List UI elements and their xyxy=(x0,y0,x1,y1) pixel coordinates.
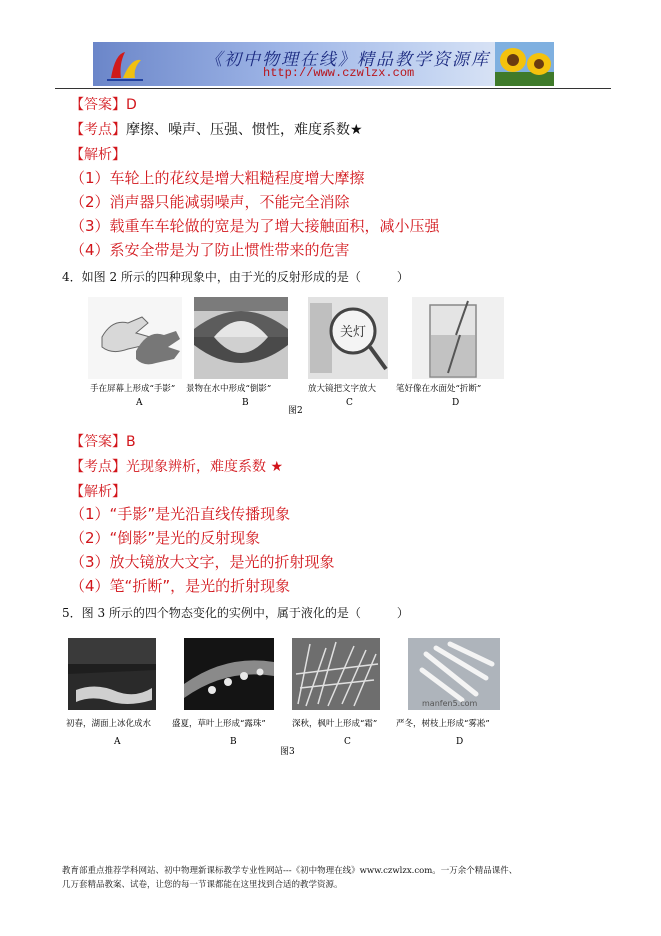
figure-3-dew-drops-image xyxy=(184,638,274,710)
answer-label: 【答案】B xyxy=(70,434,136,450)
kaodian-line xyxy=(70,119,363,139)
jiexi-label: 【解析】 xyxy=(70,147,126,163)
figure-3-ice-melting-image xyxy=(68,638,156,710)
footer-line-2: 几万套精品教案、试卷，让您的每一节课都能在这里找到合适的教学资源。 xyxy=(62,880,343,890)
kaodian-text: 摩擦、噪声、压强、惯性，难度系数★ xyxy=(126,122,363,138)
figure-2-letter: B xyxy=(242,398,249,408)
figure-2-letter: A xyxy=(136,398,143,408)
figure-3-letter: C xyxy=(344,737,351,747)
figure-2-caption: 放大镜把文字放大 xyxy=(308,384,377,394)
figure-3-letter: D xyxy=(456,737,464,747)
header-divider xyxy=(55,88,611,89)
figure-3-rime-ice-image xyxy=(408,638,500,710)
kaodian-text: 光现象辨析，难度系数 ★ xyxy=(126,459,284,475)
analysis-line: （4）笔“折断”，是光的折射现象 xyxy=(70,577,291,595)
figure-3-letter: A xyxy=(114,737,121,747)
figure-3-caption: 盛夏，草叶上形成“露珠” xyxy=(172,719,266,729)
figure-2-caption: 景物在水中形成“倒影” xyxy=(186,384,272,394)
banner-title: 《初中物理在线》精品教学资源库 xyxy=(205,50,490,70)
figure-3-label: 图3 xyxy=(280,747,295,756)
figure-2-caption: 手在屏幕上形成“手影” xyxy=(90,384,176,394)
figure-2 xyxy=(88,293,504,415)
banner-url[interactable]: http://www.czwlzx.com xyxy=(263,66,415,80)
figure-2-letter: D xyxy=(452,398,460,408)
site-logo-icon xyxy=(105,48,145,82)
figure-3-caption: 深秋，枫叶上形成“霜” xyxy=(292,719,378,729)
analysis-line: （3）放大镜放大文字，是光的折射现象 xyxy=(70,553,335,571)
figure-3-letter: B xyxy=(230,737,237,747)
watermark-text: manfen5.com xyxy=(422,699,478,708)
figure-2-pencil-in-water-image xyxy=(412,297,504,379)
figure-2-caption: 笔好像在水面处“折断” xyxy=(396,384,482,394)
figure-3 xyxy=(66,634,530,756)
question-5-text: 5．图 3 所示的四个物态变化的实例中，属于液化的是（ ） xyxy=(62,606,409,620)
analysis-line: （4）系安全带是为了防止惯性带来的危害 xyxy=(70,241,350,259)
kaodian-line xyxy=(70,456,283,476)
analysis-line: （2）“倒影”是光的反射现象 xyxy=(70,529,261,547)
figure-3-frost-image xyxy=(292,638,380,710)
kaodian-label: 【考点】 xyxy=(70,459,126,475)
answer-label: 【答案】D xyxy=(70,97,137,113)
figure-2-letter: C xyxy=(346,398,353,408)
figure-3-caption: 严冬，树枝上形成“雾凇” xyxy=(396,719,490,729)
question-4-text: 4．如图 2 所示的四种现象中，由于光的反射形成的是（ ） xyxy=(62,270,409,284)
sunflower-icon xyxy=(495,42,554,86)
analysis-line: （1）车轮上的花纹是增大粗糙程度增大摩擦 xyxy=(70,169,365,187)
analysis-line: （2）消声器只能减弱噪声，不能完全消除 xyxy=(70,193,350,211)
figure-2-bridge-reflection-image xyxy=(194,297,288,379)
jiexi-label: 【解析】 xyxy=(70,484,126,500)
figure-2-hand-shadow-image xyxy=(88,297,182,379)
figure-2-label: 图2 xyxy=(288,406,303,415)
analysis-line: （1）“手影”是光沿直线传播现象 xyxy=(70,505,291,523)
magnified-sign-text: 关灯 xyxy=(340,325,367,340)
analysis-line: （3）载重车车轮做的宽是为了增大接触面积，减小压强 xyxy=(70,217,440,235)
header-banner xyxy=(93,42,554,86)
footer-line-1: 教育部重点推荐学科网站、初中物理新课标教学专业性网站---《初中物理在线》www.czwlzx.com。一万余个精品课件、 xyxy=(62,866,518,876)
figure-2-magnifier-image xyxy=(308,297,388,379)
figure-3-caption: 初春，湖面上冰化成水 xyxy=(66,719,152,729)
kaodian-label: 【考点】 xyxy=(70,122,126,138)
